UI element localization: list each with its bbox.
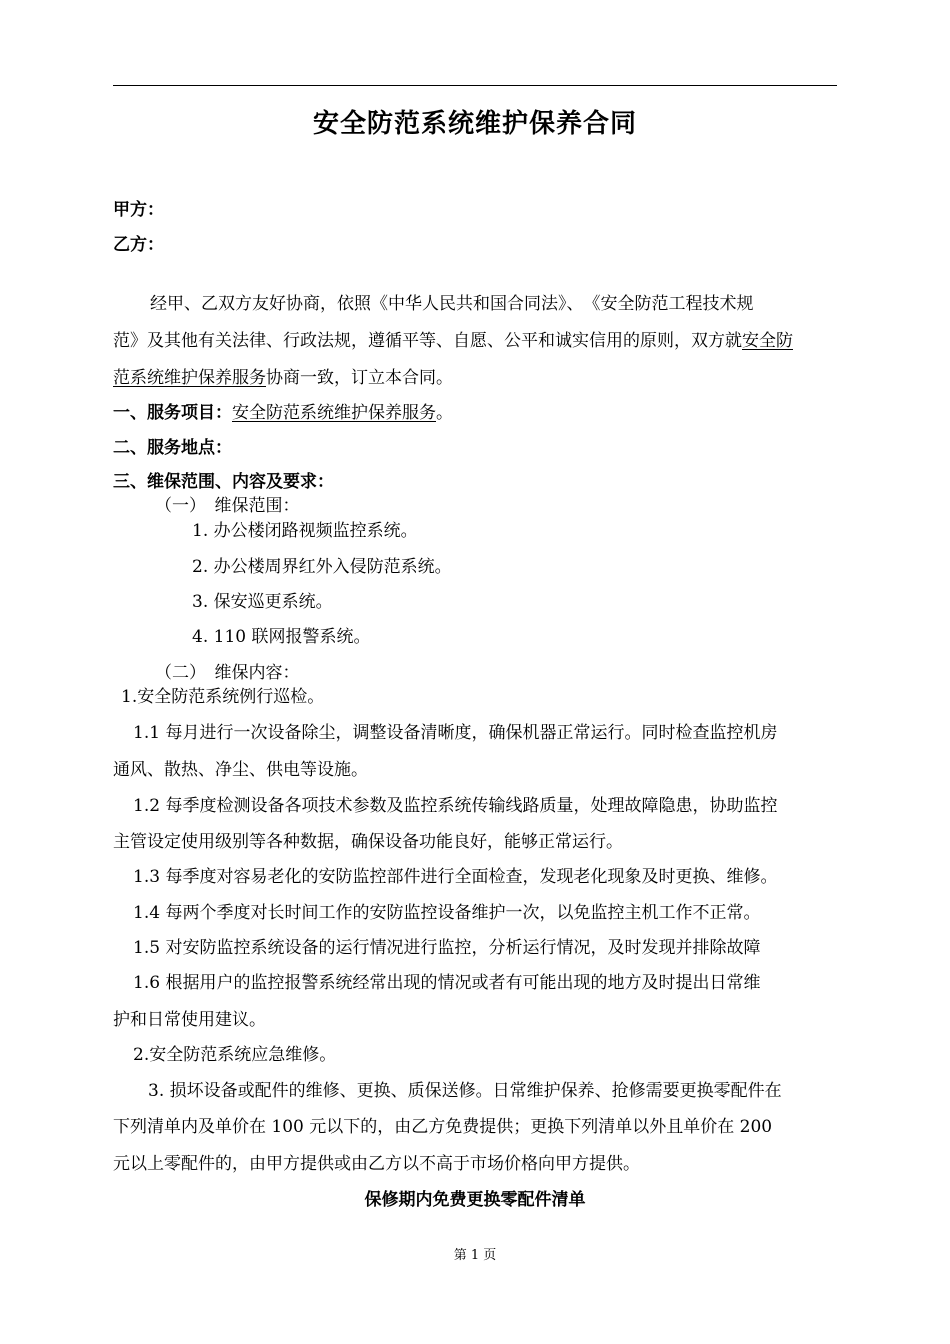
content-heading: （二） 维保内容： — [155, 663, 300, 683]
content-item-1-2-cont: 主管设定使用级别等各种数据，确保设备功能良好，能够正常运行。 — [113, 832, 623, 852]
content-item-1-1: 1.1 每月进行一次设备除尘，调整设备清晰度，确保机器正常运行。同时检查监控机房 — [133, 723, 778, 743]
party-b-label: 乙方： — [113, 235, 164, 255]
intro-underlined-service: 安全防 — [742, 331, 793, 351]
content-item-1: 1.安全防范系统例行巡检。 — [121, 687, 325, 707]
scope-item: 1. 办公楼闭路视频监控系统。 — [192, 521, 418, 541]
intro-text-end: 协商一致，订立本合同。 — [266, 368, 453, 388]
intro-line-2 — [113, 329, 793, 353]
content-item-1-6: 1.6 根据用户的监控报警系统经常出现的情况或者有可能出现的地方及时提出日常维 — [133, 973, 761, 993]
intro-line-3 — [113, 366, 453, 390]
scope-heading: （一） 维保范围： — [155, 496, 300, 516]
content-item-3: 3. 损坏设备或配件的维修、更换、质保送修。日常维护保养、抢修需要更换零配件在 — [148, 1081, 782, 1101]
content-item-1-2: 1.2 每季度检测设备各项技术参数及监控系统传输线路质量，处理故障隐患，协助监控 — [133, 796, 778, 816]
scope-item: 4. 110 联网报警系统。 — [192, 627, 371, 647]
content-item-1-6-cont: 护和日常使用建议。 — [113, 1010, 266, 1030]
content-item-1-3: 1.3 每季度对容易老化的安防监控部件进行全面检查，发现老化现象及时更换、维修。 — [133, 867, 778, 887]
page-number: 第 1 页 — [453, 1248, 497, 1263]
page-title: 安全防范系统维护保养合同 — [312, 109, 637, 139]
party-a-label: 甲方： — [113, 200, 164, 220]
content-item-1-4: 1.4 每两个季度对长时间工作的安防监控设备维护一次，以免监控主机工作不正常。 — [133, 903, 761, 923]
content-item-3-cont-2: 元以上零配件的，由甲方提供或由乙方以不高于市场价格向甲方提供。 — [113, 1154, 640, 1174]
section-1-end: 。 — [436, 403, 453, 423]
section-1-value: 安全防范系统维护保养服务 — [232, 403, 436, 423]
section-3-label: 三、维保范围、内容及要求： — [113, 472, 334, 492]
content-item-1-5: 1.5 对安防监控系统设备的运行情况进行监控，分析运行情况，及时发现并排除故障 — [133, 938, 761, 958]
intro-underlined-service-cont: 范系统维护保养服务 — [113, 368, 266, 388]
content-item-2: 2.安全防范系统应急维修。 — [133, 1045, 337, 1065]
scope-item: 2. 办公楼周界红外入侵防范系统。 — [192, 557, 452, 577]
section-2-label: 二、服务地点： — [113, 438, 232, 458]
section-1 — [113, 401, 453, 425]
scope-item: 3. 保安巡更系统。 — [192, 592, 333, 612]
header-rule — [113, 85, 837, 86]
intro-line-1: 经甲、乙双方友好协商，依照《中华人民共和国合同法》、 《安全防范工程技术规 — [150, 294, 754, 314]
content-item-3-cont-1: 下列清单内及单价在 100 元以下的，由乙方免费提供；更换下列清单以外且单价在 200 — [113, 1117, 773, 1137]
content-item-1-1-cont: 通风、散热、净尘、供电等设施。 — [113, 760, 368, 780]
intro-text: 范》及其他有关法律、行政法规，遵循平等、自愿、公平和诚实信用的原则，双方就 — [113, 331, 742, 351]
parts-list-title: 保修期内免费更换零配件清单 — [364, 1190, 586, 1210]
section-1-label: 一、服务项目： — [113, 403, 232, 423]
